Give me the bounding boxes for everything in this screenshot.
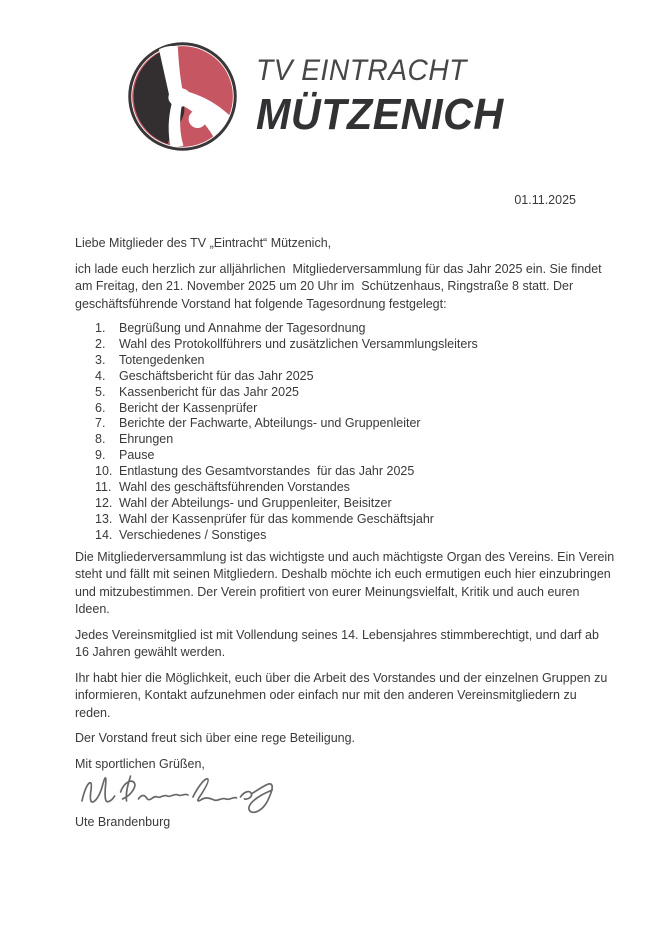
agenda-item-text: Begrüßung und Annahme der Tagesordnung [119, 321, 366, 335]
agenda-item-text: Entlastung des Gesamtvorstandes für das Jahr 2025 [119, 464, 415, 479]
handwritten-signature [77, 768, 295, 814]
body-paragraphs [75, 549, 618, 748]
agenda-item-text: Ehrungen [119, 432, 174, 447]
agenda-item-number: 2. [95, 336, 106, 351]
agenda-item-number: 4. [95, 368, 106, 383]
logo-club-type: TV EINTRACHT [256, 54, 467, 87]
agenda-item-text: Totengedenken [119, 352, 205, 367]
club-logo-text [256, 56, 520, 137]
agenda-item-number: 3. [95, 352, 106, 367]
agenda-item-number: 10. [95, 464, 113, 479]
signer-name: Ute Brandenburg [75, 815, 171, 830]
closing-phrase: Mit sportlichen Grüßen, [75, 756, 205, 771]
letter-paragraph: Ihr habt hier die Möglichkeit, euch über die Arbeit des Vorstandes und der einzelnen Gruppen zu informieren, Kontakt aufzunehmen oder einfach nur mit den anderen Vereinsmitgliedern zu reden. [75, 670, 611, 720]
agenda-item-number: 12. [95, 495, 113, 510]
letter-paragraph: Der Vorstand freut sich über eine rege Beteiligung. [75, 731, 356, 746]
agenda-item-text: Geschäftsbericht für das Jahr 2025 [119, 368, 314, 383]
gymnast-emblem-icon [126, 40, 239, 153]
agenda-item [75, 496, 615, 512]
salutation: Liebe Mitglieder des TV „Eintracht“ Mützenich, [75, 236, 332, 250]
letter-body [75, 235, 618, 832]
agenda-item-number: 1. [95, 321, 106, 335]
logo-club-name: MÜTZENICH [256, 90, 504, 139]
agenda-item [75, 528, 615, 544]
agenda-item-number: 14. [95, 527, 113, 542]
intro-paragraph: ich lade euch herzlich zur alljährlichen Mitgliederversammlung für das Jahr 2025 ein. Sie findet am Freitag, den 21. November 2025 um 20 Uhr im Schützenhaus, Ringstraße 8 statt. Der geschäftsführende Vorstand hat folgende Tagesordnung festgelegt: [75, 261, 606, 311]
agenda-item-text: Wahl der Kassenprüfer für das kommende Geschäftsjahr [119, 511, 434, 526]
letter-paragraph: Die Mitgliederversammlung ist das wichtigste und auch mächtigste Organ des Vereins. Ein Verein steht und fällt mit seinen Mitgliedern. Deshalb möchte ich euch ermutigen euch hier einzubringen und mitzubestimmen. Der Verein profitiert von eurer Meinungsvielfalt, Kritik und auch euren Ideen. [75, 549, 618, 617]
agenda-item-text: Wahl der Abteilungs- und Gruppenleiter, Beisitzer [119, 495, 392, 510]
agenda-item-text: Wahl des geschäftsführenden Vorstandes [119, 480, 350, 495]
agenda-item-number: 6. [95, 400, 106, 415]
agenda-item-number: 7. [95, 416, 106, 431]
agenda-item [75, 337, 615, 353]
agenda-item-text: Wahl des Protokollführers und zusätzlichen Versammlungsleiters [119, 336, 478, 351]
agenda-item-number: 9. [95, 448, 106, 463]
agenda-item [75, 321, 615, 337]
agenda-item [75, 464, 615, 480]
agenda-item-text: Pause [119, 448, 155, 463]
agenda-item [75, 416, 615, 432]
agenda-item-number: 5. [95, 384, 106, 399]
agenda-item-text: Kassenbericht für das Jahr 2025 [119, 384, 299, 399]
agenda-item [75, 385, 615, 401]
agenda-item [75, 401, 615, 417]
agenda-item-number: 13. [95, 511, 113, 526]
agenda-item [75, 432, 615, 448]
agenda-item [75, 369, 615, 385]
club-logo [126, 40, 520, 153]
letter-date: 01.11.2025 [514, 193, 576, 207]
agenda-item [75, 448, 615, 464]
agenda-item-text: Verschiedenes / Sonstiges [119, 527, 267, 542]
agenda-item-number: 11. [95, 480, 112, 495]
agenda-item [75, 512, 615, 528]
agenda-item [75, 480, 615, 496]
letter-paragraph: Jedes Vereinsmitglied ist mit Vollendung seines 14. Lebensjahres stimmberechtigt, und darf ab 16 Jahren gewählt werden. [75, 627, 603, 660]
agenda-item-number: 8. [95, 432, 106, 447]
agenda-item [75, 353, 615, 369]
agenda-item-text: Berichte der Fachwarte, Abteilungs- und Gruppenleiter [119, 416, 421, 431]
agenda-item-text: Bericht der Kassenprüfer [119, 400, 258, 415]
agenda-list [75, 321, 615, 544]
